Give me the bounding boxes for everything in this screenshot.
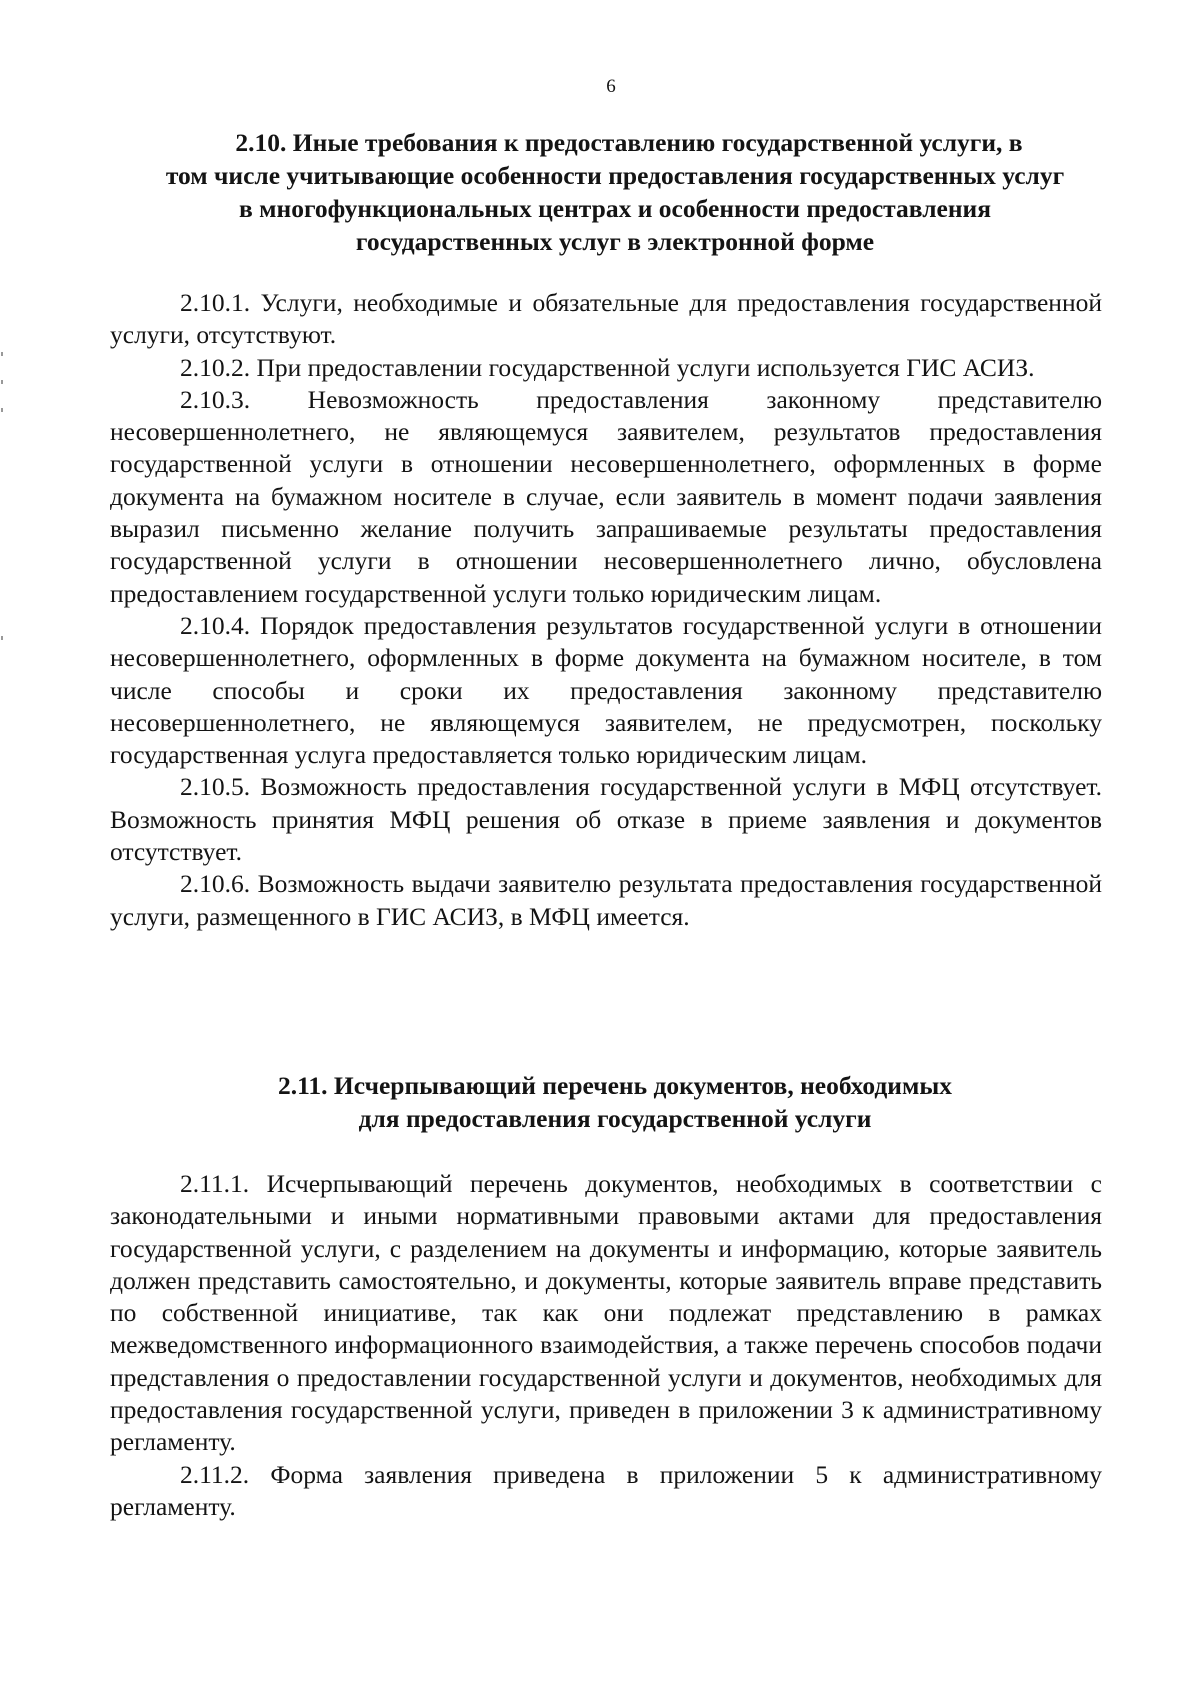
paragraph-2-10-2: 2.10.2. При предоставлении государственной услуги используется ГИС АСИЗ. [180, 352, 1035, 382]
paragraph-2-11-1: 2.11.1. Исчерпывающий перечень документов, необходимых в соответствии с законодательными и иными нормативными правовыми актами для предоставления государственной услуги, с разделением на документы и информацию, которые заявитель должен представить самостоятельно, и документы, которые заявитель вправе представить по собственной инициативе, так как они подлежат представлению в рамках межведомственного информационного взаимодействия, а также перечень способов подачи представления о предоставлении государственной услуги и документов, необходимых для предоставления государственной услуги, приведен в приложении 3 к административному регламенту. [110, 1169, 1102, 1457]
scan-edge-tick [1, 380, 3, 384]
section-2-11-title [120, 1069, 1110, 1135]
section-2-10-title-line: государственных услуг в электронной форме [355, 227, 875, 256]
paragraph-2-10-3: 2.10.3. Невозможность предоставления законному представителю несовершеннолетнего, не являющемуся заявителем, результатов предоставления государственной услуги в отношении несовершеннолетнего, оформленных в форме документа на бумажном носителе в случае, если заявитель в момент подачи заявления выразил письменно желание получить запрашиваемые результаты предоставления государственной услуги в отношении несовершеннолетнего лично, обусловлена предоставлением государственной услуги только юридическим лицам. [110, 384, 1102, 608]
scan-edge-tick [1, 636, 3, 640]
paragraph-2-10-1: 2.10.1. Услуги, необходимые и обязательные для предоставления государственной услуги, отсутствуют. [110, 288, 1102, 350]
paragraph-2-11-2: 2.11.2. Форма заявления приведена в приложении 5 к административному регламенту. [110, 1459, 1102, 1521]
section-2-10-title-line: том числе учитывающие особенности предоставления государственных услуг [165, 161, 1065, 190]
section-2-10-title-line: в многофункциональных центрах и особенности предоставления [238, 194, 992, 223]
section-2-11-body [110, 1168, 1102, 1523]
paragraph-2-10-4: 2.10.4. Порядок предоставления результатов государственной услуги в отношении несовершеннолетнего, оформленных в форме документа на бумажном носителе, в том числе способы и сроки их предоставления законному представителю несовершеннолетнего, не являющемуся заявителем, не предусмотрен, поскольку государственная услуга предоставляется только юридическим лицам. [110, 610, 1102, 770]
section-2-10-title-line: 2.10. Иные требования к предоставлению государственной услуги, в [235, 128, 1023, 157]
paragraph-2-10-6: 2.10.6. Возможность выдачи заявителю результата предоставления государственной услуги, размещенного в ГИС АСИЗ, в МФЦ имеется. [110, 869, 1102, 931]
scan-edge-tick [1, 408, 3, 412]
section-2-10-title [120, 126, 1110, 258]
paragraph-2-10-5: 2.10.5. Возможность предоставления государственной услуги в МФЦ отсутствует. Возможность принятия МФЦ решения об отказе в приеме заявления и документов отсутствует. [110, 772, 1102, 867]
scan-edge-tick [1, 352, 3, 356]
page-number: 6 [606, 76, 616, 97]
section-2-10-body [110, 287, 1102, 933]
section-2-11-title-line: для предоставления государственной услуги [358, 1104, 872, 1133]
section-2-11-title-line: 2.11. Исчерпывающий перечень документов, необходимых [277, 1071, 953, 1100]
